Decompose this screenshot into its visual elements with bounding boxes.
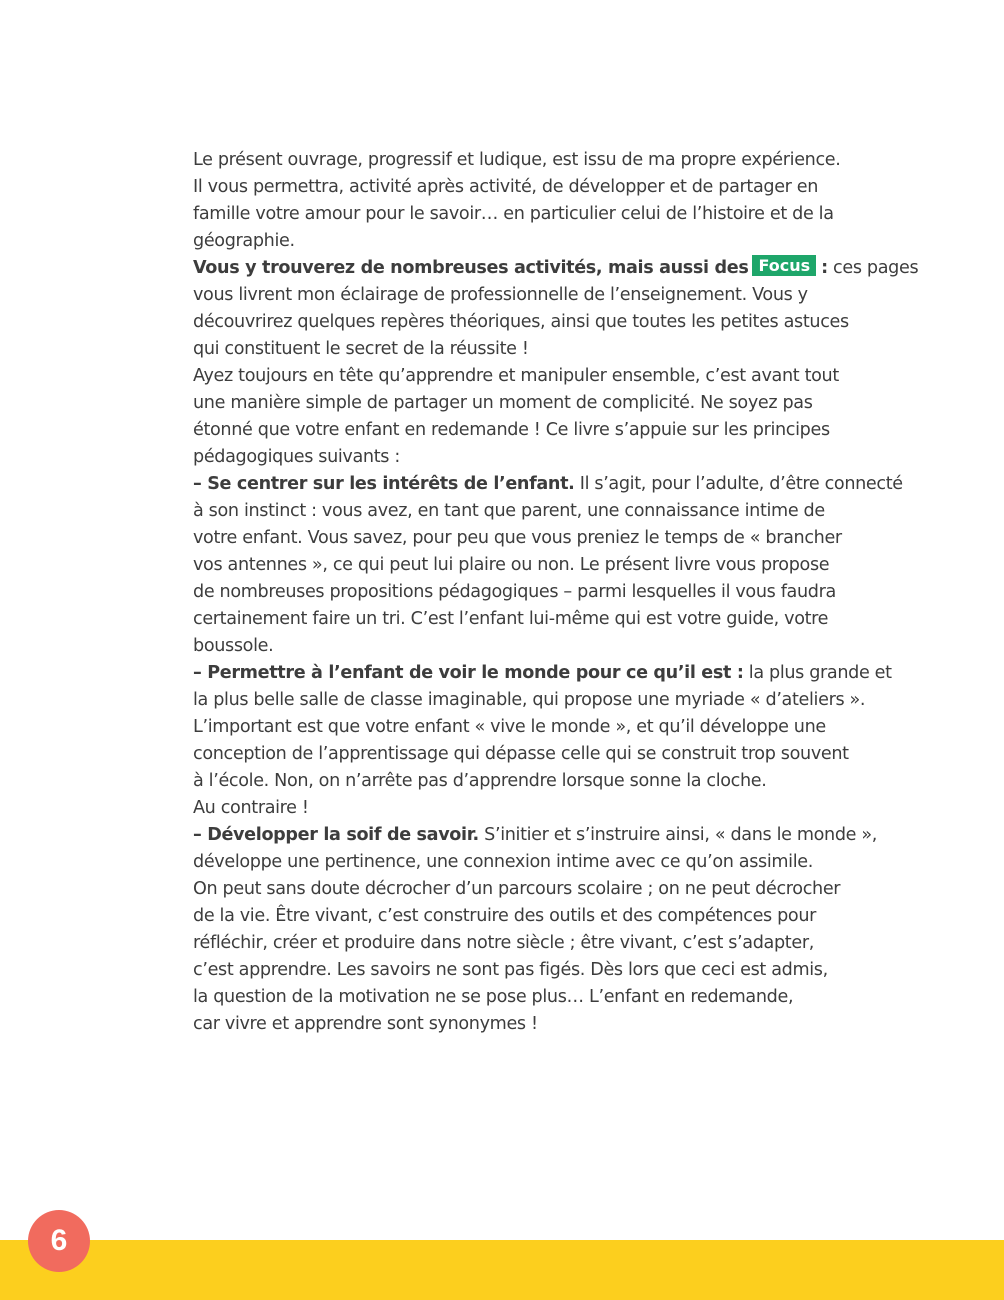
text-line: vous livrent mon éclairage de professionnelle de l’enseignement. Vous y xyxy=(193,285,808,305)
text-line: votre enfant. Vous savez, pour peu que vous preniez le temps de « brancher xyxy=(193,528,842,548)
text-line: Le présent ouvrage, progressif et ludique, est issu de ma propre expérience. xyxy=(193,150,841,170)
text-line: à l’école. Non, on n’arrête pas d’apprendre lorsque sonne la cloche. xyxy=(193,771,767,791)
text-line: Ayez toujours en tête qu’apprendre et manipuler ensemble, c’est avant tout xyxy=(193,366,839,386)
text-line: la plus belle salle de classe imaginable, qui propose une myriade « d’ateliers ». xyxy=(193,690,866,710)
focus-intro-colon: : xyxy=(821,258,828,278)
principle-3-heading-line xyxy=(193,822,938,849)
focus-intro-bold: Vous y trouverez de nombreuses activités, mais aussi des xyxy=(193,258,749,278)
text-line: conception de l’apprentissage qui dépasse celle qui se construit trop souvent xyxy=(193,744,849,764)
text-line: développe une pertinence, une connexion intime avec ce qu’on assimile. xyxy=(193,852,813,872)
text-line: réfléchir, créer et produire dans notre siècle ; être vivant, c’est s’adapter, xyxy=(193,933,814,953)
text-line: certainement faire un tri. C’est l’enfant lui-même qui est votre guide, votre xyxy=(193,609,829,629)
text-line: qui constituent le secret de la réussite ! xyxy=(193,339,529,359)
text-line: pédagogiques suivants : xyxy=(193,447,400,467)
text-line: étonné que votre enfant en redemande ! Ce livre s’appuie sur les principes xyxy=(193,420,830,440)
principle-2-heading-line xyxy=(193,660,938,687)
text-line: de la vie. Être vivant, c’est construire des outils et des compétences pour xyxy=(193,906,817,926)
body-text xyxy=(193,147,938,1038)
text-line: c’est apprendre. Les savoirs ne sont pas figés. Dès lors que ceci est admis, xyxy=(193,960,828,980)
principle-3-rest: S’initier et s’instruire ainsi, « dans le monde », xyxy=(478,825,878,845)
page-number: 6 xyxy=(28,1210,90,1272)
text-line: Il vous permettra, activité après activité, de développer et de partager en xyxy=(193,177,819,197)
text-line: Au contraire ! xyxy=(193,798,309,818)
text-line: car vivre et apprendre sont synonymes ! xyxy=(193,1014,538,1034)
text-line: On peut sans doute décrocher d’un parcours scolaire ; on ne peut décrocher xyxy=(193,879,841,899)
principle-2-title: – Permettre à l’enfant de voir le monde pour ce qu’il est : xyxy=(193,663,744,683)
text-line: une manière simple de partager un moment de complicité. Ne soyez pas xyxy=(193,393,813,413)
text-line: à son instinct : vous avez, en tant que parent, une connaissance intime de xyxy=(193,501,825,521)
principle-3-title: – Développer la soif de savoir. xyxy=(193,825,479,845)
footer-bar xyxy=(0,1240,1004,1300)
principle-1-rest: Il s’agit, pour l’adulte, d’être connecté xyxy=(574,474,903,494)
text-line: L’important est que votre enfant « vive le monde », et qu’il développe une xyxy=(193,717,826,737)
text-line: géographie. xyxy=(193,231,295,251)
text-line: vos antennes », ce qui peut lui plaire ou non. Le présent livre vous propose xyxy=(193,555,830,575)
text-line: de nombreuses propositions pédagogiques – parmi lesquelles il vous faudra xyxy=(193,582,836,602)
focus-intro-line xyxy=(193,255,938,282)
principle-2-rest: la plus grande et xyxy=(743,663,892,683)
focus-badge: Focus xyxy=(752,255,816,276)
principle-1-heading-line xyxy=(193,471,938,498)
focus-intro-rest: ces pages xyxy=(827,258,919,278)
text-line: boussole. xyxy=(193,636,274,656)
principle-1-title: – Se centrer sur les intérêts de l’enfant. xyxy=(193,474,575,494)
text-line: découvrirez quelques repères théoriques, ainsi que toutes les petites astuces xyxy=(193,312,849,332)
text-line: famille votre amour pour le savoir… en particulier celui de l’histoire et de la xyxy=(193,204,834,224)
text-line: la question de la motivation ne se pose plus… L’enfant en redemande, xyxy=(193,987,794,1007)
